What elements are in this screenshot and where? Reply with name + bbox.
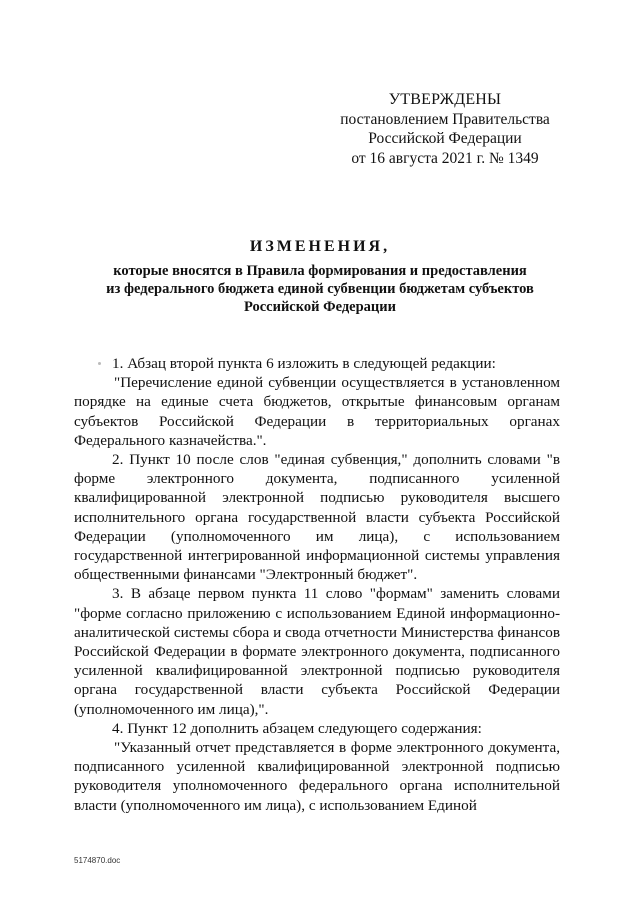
paragraph-3: 2. Пункт 10 после слов "единая субвенция," дополнить словами "в форме электронного документа, подписанного усиленной квалифицированной электронной подписью руководителя высшего исполнительного органа государственной власти субъекта Российской Федерации (уполномоченного им лица), с использованием государственной интегрированной информационной системы управления общественными финансами "Электронный бюджет".: [74, 451, 560, 584]
subtitle-line-2: из федерального бюджета единой субвенции бюджетам субъектов: [106, 281, 534, 297]
document-body: [74, 354, 560, 815]
document-title: ИЗМЕНЕНИЯ,: [249, 238, 391, 255]
approval-line-1: постановлением Правительства: [340, 110, 550, 128]
paragraph-6: "Указанный отчет представляется в форме электронного документа, подписанного усиленной квалифицированной электронной подписью руководителя уполномоченного федерального органа исполнительной власти (уполномоченного им лица), с использованием Единой: [74, 739, 560, 814]
paragraph-2: "Перечисление единой субвенции осуществляется в установленном порядке на единые счета бюджетов, открытые финансовым органам субъектов Российской Федерации в территориальных органах Федерального казначейства.".: [74, 374, 560, 449]
subtitle-line-3: Российской Федерации: [243, 299, 396, 315]
approval-heading: УТВЕРЖДЕНЫ: [388, 91, 502, 108]
document-subtitle: [80, 262, 560, 316]
document-file-code: 5174870.doc: [74, 856, 121, 865]
approval-line-2: Российской Федерации: [368, 130, 522, 147]
approval-block: [330, 90, 560, 168]
approval-line-3: от 16 августа 2021 г. № 1349: [351, 149, 539, 167]
paragraph-1: 1. Абзац второй пункта 6 изложить в следующей редакции:: [112, 355, 496, 372]
paragraph-4: 3. В абзаце первом пункта 11 слово "формам" заменить словами "форме согласно приложению с использованием Единой информационно-аналитической системы сбора и свода отчетности Министерства финансов Российской Федерации в формате электронного документа, подписанного усиленной квалифицированной электронной подписью руководителя органа государственной власти субъекта Российской Федерации (уполномоченного им лица),".: [74, 585, 560, 718]
paragraph-5: 4. Пункт 12 дополнить абзацем следующего содержания:: [112, 719, 482, 737]
subtitle-line-1: которые вносятся в Правила формирования и предоставления: [113, 263, 527, 279]
